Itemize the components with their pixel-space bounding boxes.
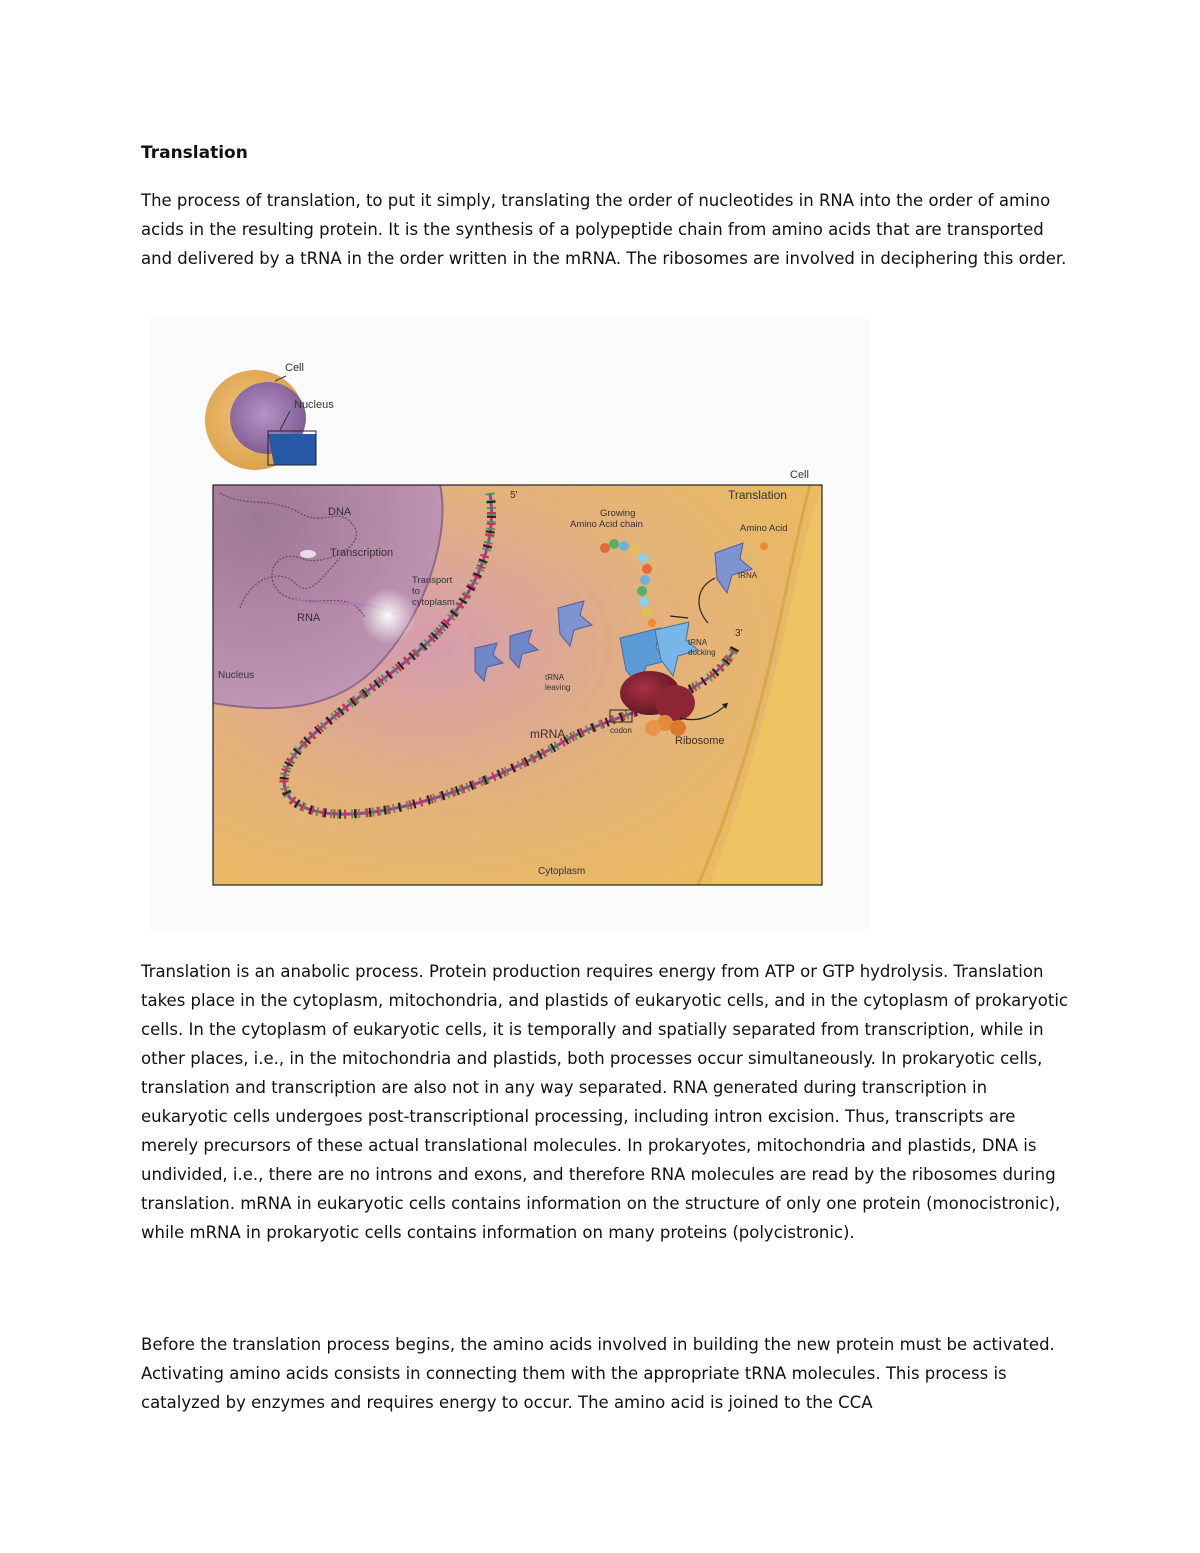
label-codon: codon <box>610 726 632 735</box>
label-trna: tRNA <box>738 571 758 580</box>
label-cell-main: Cell <box>790 469 809 481</box>
label-nucleus: Nucleus <box>218 670 255 681</box>
label-transport-line3: cytoplasm <box>412 597 455 608</box>
translation-diagram <box>150 318 870 930</box>
label-growing-line1: Growing <box>600 508 636 519</box>
label-ribosome: Ribosome <box>675 735 725 747</box>
label-transcription: Transcription <box>330 547 394 559</box>
label-cytoplasm: Cytoplasm <box>538 866 586 877</box>
translation-figure <box>150 318 870 930</box>
label-cell-top: Cell <box>285 362 304 374</box>
label-dna: DNA <box>328 506 352 518</box>
label-transport-line2: to <box>412 586 420 597</box>
label-mrna: mRNA <box>530 727 566 741</box>
label-five-prime: 5' <box>510 490 518 501</box>
label-trna-leaving-line2: leaving <box>545 683 571 692</box>
label-transport-line1: Transport <box>412 575 453 586</box>
label-three-prime: 3' <box>735 628 743 639</box>
label-trna-docking-line2: docking <box>688 648 716 657</box>
paragraph-activation: Before the translation process begins, the amino acids involved in building the new protein must be activated. Activating amino acids consists in connecting them with the appropriate tRNA molecules. This process is catalyzed by enzymes and requires energy to occur. The amino acid is joined to the CCA <box>141 1335 1055 1412</box>
label-rna: RNA <box>297 612 321 624</box>
paragraph-anabolic: Translation is an anabolic process. Protein production requires energy from ATP or GTP hydrolysis. Translation takes place in the cytoplasm, mitochondria, and plastids of eukaryotic cells, and in the cytoplasm of prokaryotic cells. In the cytoplasm of eukaryotic cells, it is temporally and spatially separated from transcription, while in other places, i.e., in the mitochondria and plastids, both processes occur simultaneously. In prokaryotic cells, translation and transcription are also not in any way separated. RNA generated during transcription in eukaryotic cells undergoes post-transcriptional processing, including intron excision. Thus, transcripts are merely precursors of these actual translational molecules. In prokaryotes, mitochondria and plastids, DNA is undivided, i.e., there are no introns and exons, and therefore RNA molecules are read by the ribosomes during translation. mRNA in eukaryotic cells contains information on the structure of only one protein (monocistronic), while mRNA in prokaryotic cells contains information on many proteins (polycistronic). <box>141 962 1068 1242</box>
label-nucleus-top: Nucleus <box>294 399 334 411</box>
paragraph-intro: The process of translation, to put it simply, translating the order of nucleotides in RNA into the order of amino acids in the resulting protein. It is the synthesis of a polypeptide chain from amino acids that are transported and delivered by a tRNA in the order written in the mRNA. The ribosomes are involved in deciphering this order. <box>141 191 1067 268</box>
label-translation: Translation <box>728 488 787 502</box>
label-trna-docking-line1: tRNA <box>688 638 708 647</box>
label-trna-leaving-line1: tRNA <box>545 673 565 682</box>
label-amino-acid: Amino Acid <box>740 523 788 534</box>
label-growing-line2: Amino Acid chain <box>570 519 643 530</box>
detail-panel <box>213 485 822 885</box>
heading: Translation <box>141 143 248 163</box>
